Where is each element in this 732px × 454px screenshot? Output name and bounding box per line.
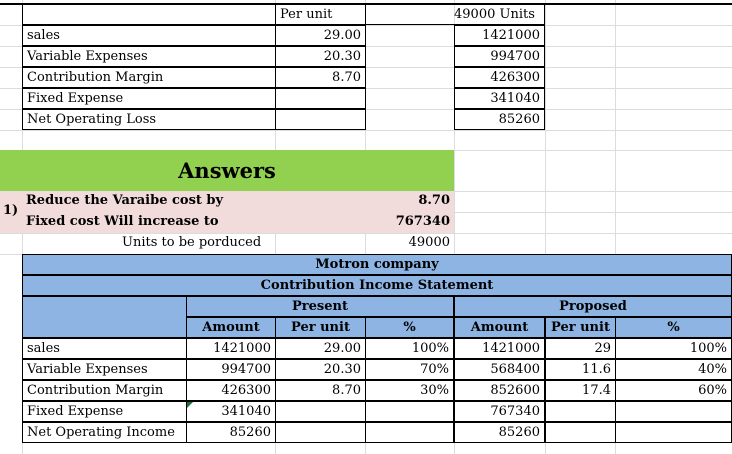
- present-pct[interactable]: [365, 401, 454, 422]
- top-row-per-unit[interactable]: [275, 109, 366, 130]
- present-amount[interactable]: 994700: [186, 359, 276, 380]
- proposed-per-unit[interactable]: 17.4: [545, 380, 616, 401]
- top-row-total[interactable]: 426300: [454, 67, 545, 88]
- statement-row-label[interactable]: Net Operating Income: [22, 422, 187, 443]
- present-amount[interactable]: 1421000: [186, 338, 276, 359]
- present-header[interactable]: Present: [186, 296, 454, 317]
- proposed-amount[interactable]: 568400: [454, 359, 545, 380]
- present-amount-header[interactable]: Amount: [186, 317, 276, 338]
- proposed-per-unit[interactable]: 29: [545, 338, 616, 359]
- present-pct[interactable]: 70%: [365, 359, 454, 380]
- statement-row-label[interactable]: Fixed Expense: [22, 401, 187, 422]
- proposed-header[interactable]: Proposed: [454, 296, 732, 317]
- proposed-amount[interactable]: 767340: [454, 401, 545, 422]
- top-row-per-unit[interactable]: [275, 88, 366, 109]
- proposed-pct[interactable]: [615, 422, 732, 443]
- statement-row-label[interactable]: sales: [22, 338, 187, 359]
- present-per-unit[interactable]: 8.70: [275, 380, 366, 401]
- proposed-pct[interactable]: [615, 401, 732, 422]
- top-row-total[interactable]: 341040: [454, 88, 545, 109]
- present-amount[interactable]: 341040: [186, 401, 276, 422]
- top-row-per-unit[interactable]: 20.30: [275, 46, 366, 67]
- proposed-per-unit[interactable]: [545, 401, 616, 422]
- statement-row-label[interactable]: Contribution Margin: [22, 380, 187, 401]
- top-row-label[interactable]: Net Operating Loss: [22, 109, 276, 130]
- proposed-amount-header[interactable]: Amount: [454, 317, 545, 338]
- header-units[interactable]: 49000 Units: [365, 4, 545, 25]
- statement-title[interactable]: Contribution Income Statement: [22, 275, 732, 296]
- proposed-amount[interactable]: 852600: [454, 380, 545, 401]
- top-row-per-unit[interactable]: 29.00: [275, 25, 366, 46]
- top-row-label[interactable]: Contribution Margin: [22, 67, 276, 88]
- present-per-unit-header[interactable]: Per unit: [275, 317, 366, 338]
- answers-title[interactable]: Answers: [0, 150, 454, 191]
- comment-indicator-icon: [187, 402, 193, 408]
- units-value[interactable]: 49000: [408, 235, 450, 250]
- proposed-pct[interactable]: 60%: [615, 380, 732, 401]
- statement-label-header[interactable]: [22, 296, 187, 338]
- present-per-unit[interactable]: 29.00: [275, 338, 366, 359]
- units-label[interactable]: Units to be porduced: [122, 235, 262, 250]
- top-row-label[interactable]: sales: [22, 25, 276, 46]
- proposed-amount[interactable]: 85260: [454, 422, 545, 443]
- fixed-cost-value[interactable]: 767340: [395, 214, 450, 229]
- fixed-cost-label[interactable]: Fixed cost Will increase to: [26, 214, 219, 229]
- proposed-pct[interactable]: 40%: [615, 359, 732, 380]
- top-row-per-unit[interactable]: 8.70: [275, 67, 366, 88]
- present-amount[interactable]: 85260: [186, 422, 276, 443]
- top-row-label[interactable]: Fixed Expense: [22, 88, 276, 109]
- reduce-variable-cost-label[interactable]: Reduce the Varaibe cost by: [26, 193, 224, 208]
- top-row-total[interactable]: 85260: [454, 109, 545, 130]
- top-row-total[interactable]: 1421000: [454, 25, 545, 46]
- present-pct[interactable]: 100%: [365, 338, 454, 359]
- present-per-unit[interactable]: 20.30: [275, 359, 366, 380]
- company-name[interactable]: Motron company: [22, 254, 732, 275]
- proposed-per-unit-header[interactable]: Per unit: [545, 317, 616, 338]
- question-number[interactable]: 1): [3, 203, 19, 218]
- proposed-per-unit[interactable]: 11.6: [545, 359, 616, 380]
- present-amount[interactable]: 426300: [186, 380, 276, 401]
- top-row-total[interactable]: 994700: [454, 46, 545, 67]
- proposed-per-unit[interactable]: [545, 422, 616, 443]
- header-per-unit[interactable]: Per unit: [275, 4, 366, 25]
- reduce-variable-cost-value[interactable]: 8.70: [418, 193, 450, 208]
- top-row-label[interactable]: Variable Expenses: [22, 46, 276, 67]
- present-pct-header[interactable]: %: [365, 317, 454, 338]
- proposed-pct-header[interactable]: %: [615, 317, 732, 338]
- cell-blank-header[interactable]: [22, 4, 276, 25]
- proposed-amount[interactable]: 1421000: [454, 338, 545, 359]
- present-pct[interactable]: [365, 422, 454, 443]
- statement-row-label[interactable]: Variable Expenses: [22, 359, 187, 380]
- present-per-unit[interactable]: [275, 401, 366, 422]
- proposed-pct[interactable]: 100%: [615, 338, 732, 359]
- present-per-unit[interactable]: [275, 422, 366, 443]
- present-pct[interactable]: 30%: [365, 380, 454, 401]
